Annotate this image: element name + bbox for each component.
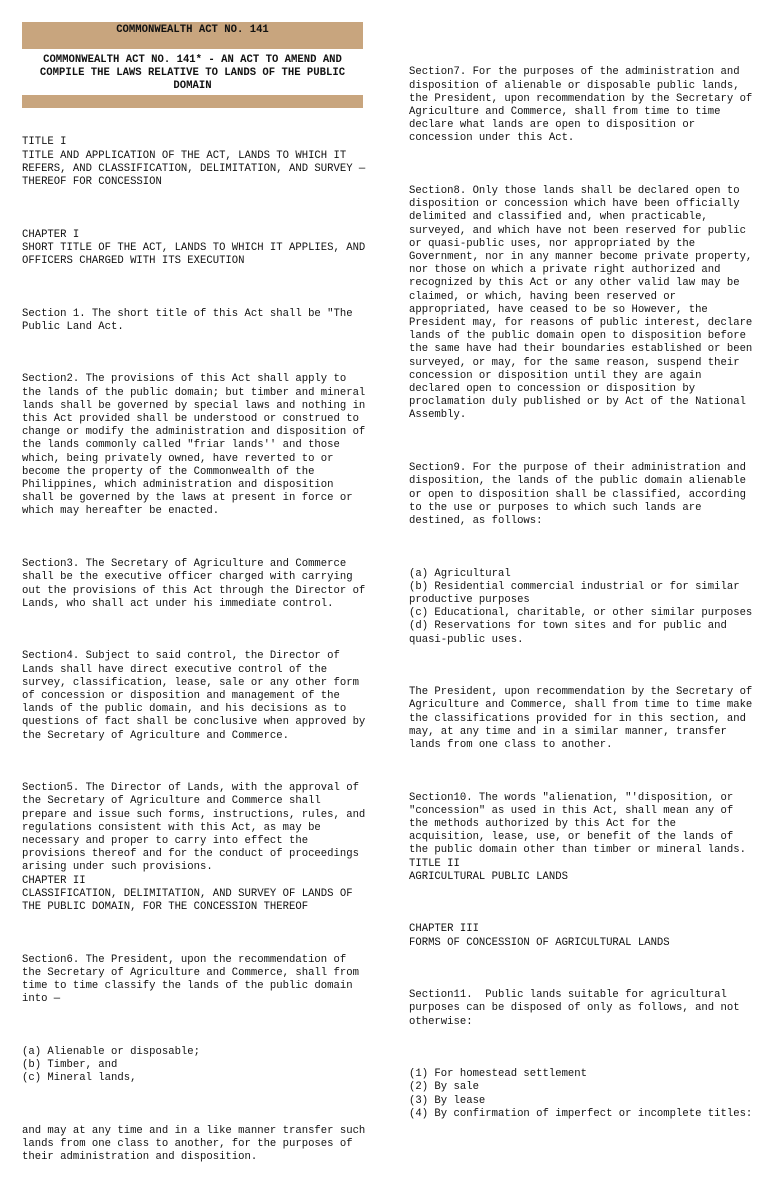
- right-column: [409, 40, 759, 1134]
- section-8: Section8. Only those lands shall be declared open to disposition or concession which have been officially delimited and classified and, when practicable, surveyed, and which have not been reserved for public or quasi-public uses, nor appropriated by the Government, nor in any manner become private property, nor those on which a private right authorized and recognized by this Act or any other valid law may be claimed, or which, having been reserved or appropriated, have ceased to be so However, the President may, for reasons of public interest, declare lands of the public domain open to disposition before the same have had their boundaries established or been surveyed, or may, for the same reason, suspend their concession or disposition until they are again declared open to concession or disposition by proclamation duly published or by Act of the National Assembly.: [409, 185, 759, 422]
- section-4: Section4. Subject to said control, the Director of Lands shall have direct executive control of the survey, classification, lease, sale or any other form of concession or disposition and management of the lands of the public domain, and his decisions as to questions of fact shall be conclusive when approved by the Secretary of Agriculture and Commerce.: [22, 650, 372, 742]
- left-column: [22, 110, 372, 1178]
- section-11-list: (1) For homestead settlement (2) By sale (3) By lease (4) By confirmation of imperfect or incomplete titles:: [409, 1068, 753, 1120]
- section-1: Section 1. The short title of this Act shall be "The Public Land Act.: [22, 307, 359, 333]
- section-6-closing: and may at any time and in a like manner transfer such lands from one class to another, for the purposes of their administration and disposition.: [22, 1124, 372, 1164]
- section-5-chapter-ii: Section5. The Director of Lands, with the approval of the Secretary of Agriculture and Commerce shall prepare and issue such forms, instructions, rules, and regulations consistent with this Act, as may be necessary and proper to carry into effect the provisions thereof and for the conduct of proceedings arising under such provisions. CHAPTER II CLASSIFICATION, DELIMITATION, AND SURVEY OF LANDS OF THE PUBLIC DOMAIN, FOR THE CONCESSION THEREOF: [22, 782, 366, 913]
- title-i: TITLE I TITLE AND APPLICATION OF THE ACT, LANDS TO WHICH IT REFERS, AND CLASSIFICATION, DELIMITATION, AND SURVEY — THEREOF FOR CONCESSION: [22, 136, 366, 189]
- section-3: Section3. The Secretary of Agriculture and Commerce shall be the executive officer charged with carrying out the provisions of this Act through the Director of Lands, who shall act under his immediate control.: [22, 558, 372, 610]
- header-top-bar: [22, 22, 363, 49]
- section-6-list: (a) Alienable or disposable; (b) Timber, and (c) Mineral lands,: [22, 1045, 201, 1085]
- section-9: Section9. For the purpose of their administration and disposition, the lands of the public domain alienable or open to disposition shall be classified, according to the use or purposes to which such lands are destined, as follows:: [409, 462, 753, 527]
- chapter-i: CHAPTER I SHORT TITLE OF THE ACT, LANDS TO WHICH IT APPLIES, AND OFFICERS CHARGED WITH ITS EXECUTION: [22, 228, 366, 268]
- section-7: Section7. For the purposes of the administration and disposition of alienable or disposable public lands, the President, upon recommendation by the Secretary of Agriculture and Commerce, shall from time to time declare what lands are open to disposition or concession under this Act.: [409, 66, 759, 145]
- section-2: Section2. The provisions of this Act shall apply to the lands of the public domain; but timber and mineral lands shall be governed by special laws and nothing in this Act provided shall be understood or construed to change or modify the administration and disposition of the lands commonly called "friar lands'' and those which, being privately owned, have reverted to or become the property of the Commonwealth of the Philippines, which administration and disposition shall be governed by the laws at present in force or which may hereafter be enacted.: [22, 373, 372, 518]
- header-top-text: COMMONWEALTH ACT NO. 141: [116, 24, 269, 36]
- chapter-iii: CHAPTER III FORMS OF CONCESSION OF AGRICULTURAL LANDS: [409, 923, 670, 949]
- section-11: Section11. Public lands suitable for agricultural purposes can be disposed of only as follows, and not otherwise:: [409, 989, 746, 1028]
- document-title: COMMONWEALTH ACT NO. 141* - AN ACT TO AMEND AND COMPILE THE LAWS RELATIVE TO LANDS OF THE PUBLIC DOMAIN: [22, 49, 363, 99]
- header-bottom-bar: [22, 95, 363, 108]
- section-6: Section6. The President, upon the recommendation of the Secretary of Agriculture and Commerce, shall from time to time classify the lands of the public domain into —: [22, 953, 366, 1006]
- section-9-list: (a) Agricultural (b) Residential commercial industrial or for similar productive purposes (c) Educational, charitable, or other similar purposes (d) Reservations for town sites and for public and quasi-public uses.: [409, 567, 753, 646]
- section-10-title-ii: Section10. The words "alienation, "'disposition, or "concession" as used in this Act, shall mean any of the methods authorized by this Act for the acquisition, lease, use, or benefit of the lands of the public domain other than timber or mineral lands. TITLE II AGRICULTURAL PUBLIC LANDS: [409, 791, 746, 883]
- section-9-closing: The President, upon recommendation by the Secretary of Agriculture and Commerce, shall from time to time make the classifications provided for in this section, and may, at any time and in a similar manner, transfer lands from one class to another.: [409, 686, 759, 751]
